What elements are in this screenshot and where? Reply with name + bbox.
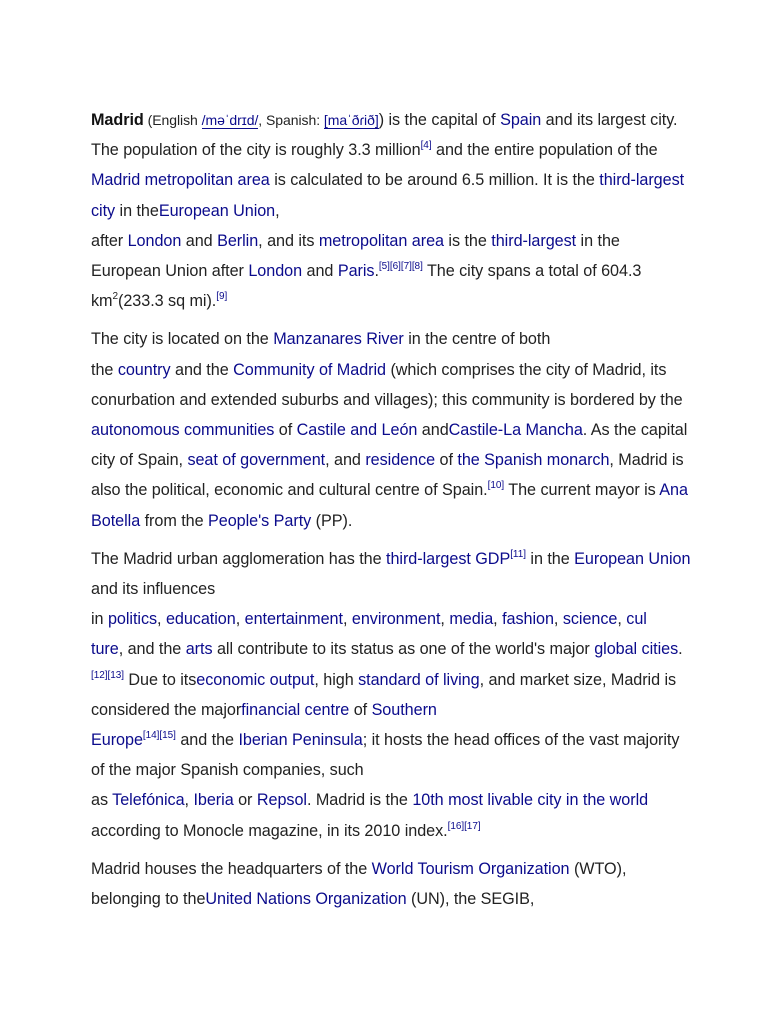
paragraph-text: , Madrid is also the political, economic and cultural centre of Spain. xyxy=(91,451,684,500)
article-link[interactable]: country xyxy=(117,360,171,379)
article-link[interactable]: Manzanares River xyxy=(273,330,404,349)
article-link[interactable]: European Union xyxy=(574,549,691,568)
citation-link[interactable]: [10] xyxy=(487,480,505,492)
article-link[interactable]: environment xyxy=(351,610,441,629)
paragraph-text: in the centre of both xyxy=(403,330,551,349)
pronunciation-link[interactable]: [maˈðɾið] xyxy=(323,112,379,128)
paragraph-text: ) is the capital of xyxy=(378,111,501,129)
paragraph-text: (UN), the SEGIB, xyxy=(406,890,535,909)
pronunciation-link[interactable]: /məˈdrɪd/ xyxy=(201,112,259,128)
article-link[interactable]: seat of government xyxy=(187,451,326,470)
article-link[interactable]: People's Party xyxy=(208,511,312,530)
article-paragraph xyxy=(91,105,691,316)
article-paragraph xyxy=(91,854,691,914)
paragraph-text: the xyxy=(91,360,118,379)
paragraph-text: ; it hosts the head offices of the vast majority of the major Spanish companies, such xyxy=(91,731,680,780)
article-link[interactable]: third-largest GDP xyxy=(386,549,511,568)
citation-link[interactable]: [5][6][7][8] xyxy=(378,261,423,273)
article-link[interactable]: standard of living xyxy=(358,670,480,689)
article-link[interactable]: Castile and León xyxy=(296,421,418,440)
paragraph-text: , and xyxy=(325,451,366,470)
article-link[interactable]: Madrid metropolitan area xyxy=(91,171,270,190)
paragraph-text: or xyxy=(233,791,257,810)
article-link[interactable]: economic output xyxy=(196,670,315,689)
paragraph-text: , xyxy=(493,610,503,629)
citation-link[interactable]: [14][15] xyxy=(142,730,176,742)
paragraph-text: and xyxy=(302,262,338,281)
article-link[interactable]: financial centre xyxy=(241,700,350,719)
paragraph-text: belonging to the xyxy=(91,890,206,909)
paragraph-text: , xyxy=(184,791,194,810)
paragraph-text: is calculated to be around 6.5 million. It is the xyxy=(269,171,600,190)
paragraph-text: . xyxy=(374,262,379,281)
article-link[interactable]: 10th most livable city in the world xyxy=(412,791,649,810)
article-paragraph xyxy=(91,324,691,535)
paragraph-text: from the xyxy=(140,511,209,530)
article-link[interactable]: Telefónica xyxy=(112,791,185,810)
article-link[interactable]: global cities xyxy=(594,640,679,659)
article-link[interactable]: World Tourism Organization xyxy=(371,859,570,878)
article-link[interactable]: metropolitan area xyxy=(318,231,444,250)
article-link[interactable]: the Spanish monarch xyxy=(457,451,610,470)
paragraph-text: (233.3 sq mi). xyxy=(118,292,217,311)
paragraph-text: and the xyxy=(170,360,234,379)
paragraph-text: , high xyxy=(314,670,359,689)
citation-link[interactable]: [16][17] xyxy=(447,820,481,832)
article-link[interactable]: arts xyxy=(185,640,213,659)
article-link[interactable]: Iberia xyxy=(193,791,234,810)
paragraph-text: after xyxy=(91,231,128,250)
paragraph-text: and the xyxy=(175,731,239,750)
citation-link[interactable]: [12][13] xyxy=(91,669,124,681)
article-link[interactable]: Europe xyxy=(91,731,143,750)
article-paragraph xyxy=(91,544,691,846)
article-link[interactable]: London xyxy=(248,262,303,281)
paragraph-text: , xyxy=(553,610,563,629)
article-link[interactable]: education xyxy=(165,610,236,629)
article-link[interactable]: autonomous communities xyxy=(91,421,275,440)
article-link[interactable]: Community of Madrid xyxy=(233,360,386,379)
paragraph-text: in the European Union after xyxy=(91,231,620,281)
paragraph-text: and the entire population of the xyxy=(431,141,658,160)
article-link[interactable]: third-largest city xyxy=(91,171,685,220)
paragraph-text: (WTO), xyxy=(569,859,627,878)
citation-link[interactable]: [11] xyxy=(510,548,526,560)
article-link[interactable]: Repsol xyxy=(256,791,307,810)
paragraph-text: The city is located on the xyxy=(91,330,274,349)
paragraph-text: , and the xyxy=(118,640,186,659)
article-link[interactable]: entertainment xyxy=(244,610,343,629)
article-link[interactable]: politics xyxy=(107,610,158,629)
paragraph-text: and xyxy=(181,231,218,250)
paragraph-text: , and market size, Madrid is considered the major xyxy=(91,670,677,719)
paragraph-text: . As the capital city of Spain, xyxy=(91,421,688,470)
paragraph-text: (which comprises the city of Madrid, its conurbation and extended suburbs and villages); this community is bordered by the xyxy=(91,360,683,409)
article-link[interactable]: media xyxy=(449,610,494,629)
article-link[interactable]: London xyxy=(127,231,182,250)
article-link[interactable]: Ana Botella xyxy=(91,481,688,530)
paragraph-text: Madrid houses the headquarters of the xyxy=(91,859,372,878)
article-body xyxy=(91,105,691,922)
paragraph-text: . xyxy=(678,640,683,659)
article-title-term: Madrid xyxy=(91,111,144,129)
article-link[interactable]: Castile-La Mancha xyxy=(448,421,583,440)
article-link[interactable]: Berlin xyxy=(217,231,259,250)
paragraph-text: in xyxy=(91,610,108,629)
article-link[interactable]: Spain xyxy=(500,111,542,129)
article-link[interactable]: residence xyxy=(365,451,436,470)
article-link[interactable]: United Nations Organization xyxy=(205,890,407,909)
paragraph-text: , xyxy=(342,610,352,629)
paragraph-text: , xyxy=(275,201,280,220)
article-link[interactable]: third-largest xyxy=(491,231,577,250)
paragraph-text: , xyxy=(440,610,450,629)
paragraph-text: (PP). xyxy=(311,511,353,530)
article-link[interactable]: Iberian Peninsula xyxy=(238,731,363,750)
article-link[interactable]: fashion xyxy=(502,610,554,629)
paragraph-text: and its influences xyxy=(91,580,216,599)
article-link[interactable]: science xyxy=(562,610,618,629)
superscript: 2 xyxy=(112,291,118,303)
article-link[interactable]: cul xyxy=(626,610,647,629)
paragraph-text: The city spans a total of 604.3 km xyxy=(91,262,642,311)
paragraph-text: The Madrid urban agglomeration has the xyxy=(91,549,386,568)
paragraph-text: of xyxy=(349,700,372,719)
article-link[interactable]: Southern xyxy=(371,700,437,719)
paragraph-text: and xyxy=(417,421,449,440)
citation-link[interactable]: [9] xyxy=(216,291,228,303)
paragraph-text: according to Monocle magazine, in its 2010 index. xyxy=(91,821,448,840)
paragraph-text: of xyxy=(435,451,458,470)
article-link[interactable]: Paris xyxy=(337,262,375,281)
article-link[interactable]: European Union xyxy=(158,201,276,220)
paragraph-text: The current mayor is xyxy=(504,481,660,500)
paragraph-text: (English xyxy=(143,112,202,128)
citation-link[interactable]: [4] xyxy=(420,140,432,152)
paragraph-text: is the xyxy=(443,231,492,250)
paragraph-text: , and its xyxy=(258,231,319,250)
paragraph-text: Due to its xyxy=(123,670,197,689)
paragraph-text: as xyxy=(91,791,113,810)
paragraph-text: , Spanish: xyxy=(258,112,324,128)
paragraph-text: of xyxy=(274,421,297,440)
paragraph-text: in the xyxy=(115,201,159,220)
paragraph-text: , xyxy=(235,610,245,629)
article-link[interactable]: ture xyxy=(91,640,119,659)
paragraph-text: and its largest city. The population of the city is roughly 3.3 million xyxy=(91,111,678,160)
paragraph-text: in the xyxy=(525,549,575,568)
paragraph-text: . Madrid is the xyxy=(306,791,413,810)
paragraph-text: , xyxy=(157,610,166,629)
paragraph-text: all contribute to its status as one of the world's major xyxy=(212,640,595,659)
paragraph-text: , xyxy=(617,610,627,629)
